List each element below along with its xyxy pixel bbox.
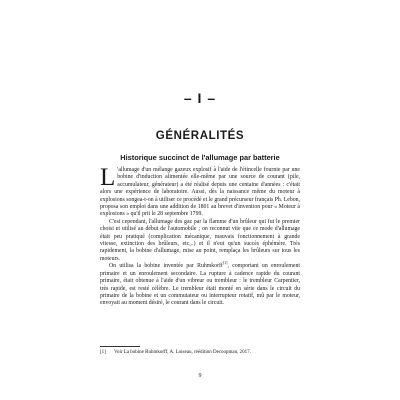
- chapter-title: GÉNÉRALITÉS: [155, 130, 245, 142]
- section-title: Historique succinct de l'allumage par batterie: [120, 153, 280, 162]
- paragraph-3-text-end: , comportant un enroulement primaire et un enroulement secondaire. La rupture à cadence rapide du courant primaire, était obtenue à l'aide d'un vibreur ou trembleur : le trembleur Carpentier, très rapide, est resté célèbre. Le trembleur était monté en série dans le circuit du primaire de la bobine et un commutateur ou interrupteur rotatif, mû par le moteur, envoyait au moment désiré, le courant dans le circuit.: [100, 263, 301, 307]
- paragraph-3: [100, 260, 301, 307]
- page-number: 9: [198, 373, 202, 379]
- footnote-reference[interactable]: [1]: [222, 260, 228, 266]
- footnote-text: Voir La bobine Ruhmkorff, A. Loiseau, réédition Decoopman, 2017.: [114, 350, 251, 355]
- footnote-divider: [100, 346, 140, 347]
- paragraph-1: [100, 164, 300, 219]
- paragraph-3-text-start: On utilisa la bobine inventée par Ruhmkorff: [109, 263, 223, 270]
- drop-cap: L: [100, 164, 116, 191]
- paragraph-1-text: 'allumage d'un mélange gazeux explosif à l'aide de l'étincelle fournie par une bobine d'induction alimentée elle-même par une source de courant (pile, accumulateur, générateur) a été réalisé depuis une centaine d'années : c'était alors une expérience de laboratoire. Aussi, dès la naissance même du moteur à explosions songea-t-on à utiliser ce procédé et le grand précurseur français Ph. Lebon, proposa son emploi dans une addition de 1801 au brevet d'invention pour « Moteur à explosions » qu'il prit le 28 septembre: [100, 167, 300, 218]
- body-text: [100, 164, 301, 308]
- footnote-marker: [1]: [100, 350, 106, 355]
- chapter-number: – I –: [183, 90, 217, 106]
- paragraph-2: C'est cependant, l'allumage des gaz par la flamme d'un brûleur qui fut le premier choisi et utilisé au début de l'automobile ; on reconnut vite que ce mode d'allumage était peu pratiqué (complication mécanique, mauvais fonctionnement à grande vitesse, extinction des brûleurs, etc,..) et il n'eut qu'un succès éphémère. Très rapidement, la bobine d'allumage, mise au point, remplaça les brûleurs sur tous les moteurs.: [100, 218, 300, 262]
- paragraph-1-date: 1799.: [189, 211, 203, 218]
- footnote: [100, 350, 300, 357]
